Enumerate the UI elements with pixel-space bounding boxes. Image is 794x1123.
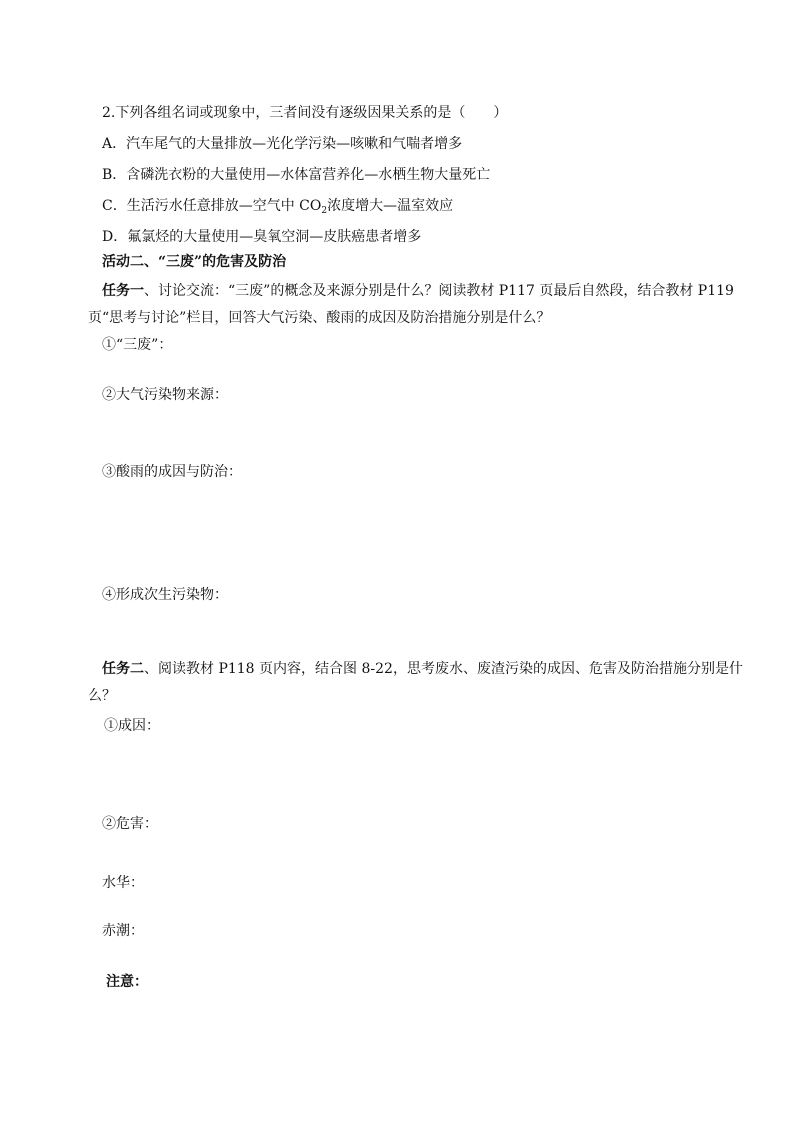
option-letter: D． (102, 229, 128, 245)
task2-line2: 么？ (88, 688, 116, 704)
task2-text: 、阅读教材 P118 页内容，结合图 8-22，思考废水、废渣污染的成因、危害及防治措施分别是什 (144, 661, 743, 677)
task2-item-shuihua: 水华： (102, 875, 144, 891)
task2-item-chichao: 赤潮： (102, 923, 144, 939)
task1-line1 (102, 281, 734, 301)
question-stem: 2.下列各组名词或现象中，三者间没有逐级因果关系的是（ ） (102, 105, 508, 121)
option-c (102, 196, 453, 216)
option-text: 含磷洗衣粉的大量使用—水体富营养化—水栖生物大量死亡 (126, 167, 491, 183)
option-text-after: 浓度增大—温室效应 (327, 198, 454, 214)
task2-label: 任务二 (102, 661, 144, 677)
option-a (102, 134, 462, 154)
task2-note: 注意： (106, 974, 148, 990)
task2-item-harm: ②危害： (102, 816, 158, 832)
task1-text: 、讨论交流：“三废”的概念及来源分别是什么？阅读教材 P117 页最后自然段，结合教材 P119 (144, 283, 734, 299)
task1-item-sanfei: ①“三废”： (102, 337, 173, 353)
task1-line2: 页“思考与讨论”栏目，回答大气污染、酸雨的成因及防治措施分别是什么？ (88, 310, 551, 326)
task2-item-cause: ①成因： (104, 718, 160, 734)
option-text: 氟氯烃的大量使用—臭氧空洞—皮肤癌患者增多 (127, 229, 422, 245)
task1-item-air-sources: ②大气污染物来源： (102, 387, 228, 403)
task1-item-acid-rain: ③酸雨的成因与防治： (102, 464, 242, 480)
option-d (102, 227, 421, 247)
option-subscript: 2 (321, 206, 328, 216)
option-b (102, 165, 490, 185)
option-letter: C． (102, 198, 127, 214)
activity-heading: 活动二、“三废”的危害及防治 (102, 254, 287, 270)
task1-item-secondary: ④形成次生污染物： (102, 587, 228, 603)
task1-label: 任务一 (102, 283, 144, 299)
task2-line1 (102, 659, 743, 679)
option-letter: B． (102, 167, 127, 183)
option-letter: A． (102, 136, 127, 152)
option-text-before: 生活污水任意排放—空气中 CO (126, 198, 322, 214)
option-text: 汽车尾气的大量排放—光化学污染—咳嗽和气喘者增多 (126, 136, 463, 152)
